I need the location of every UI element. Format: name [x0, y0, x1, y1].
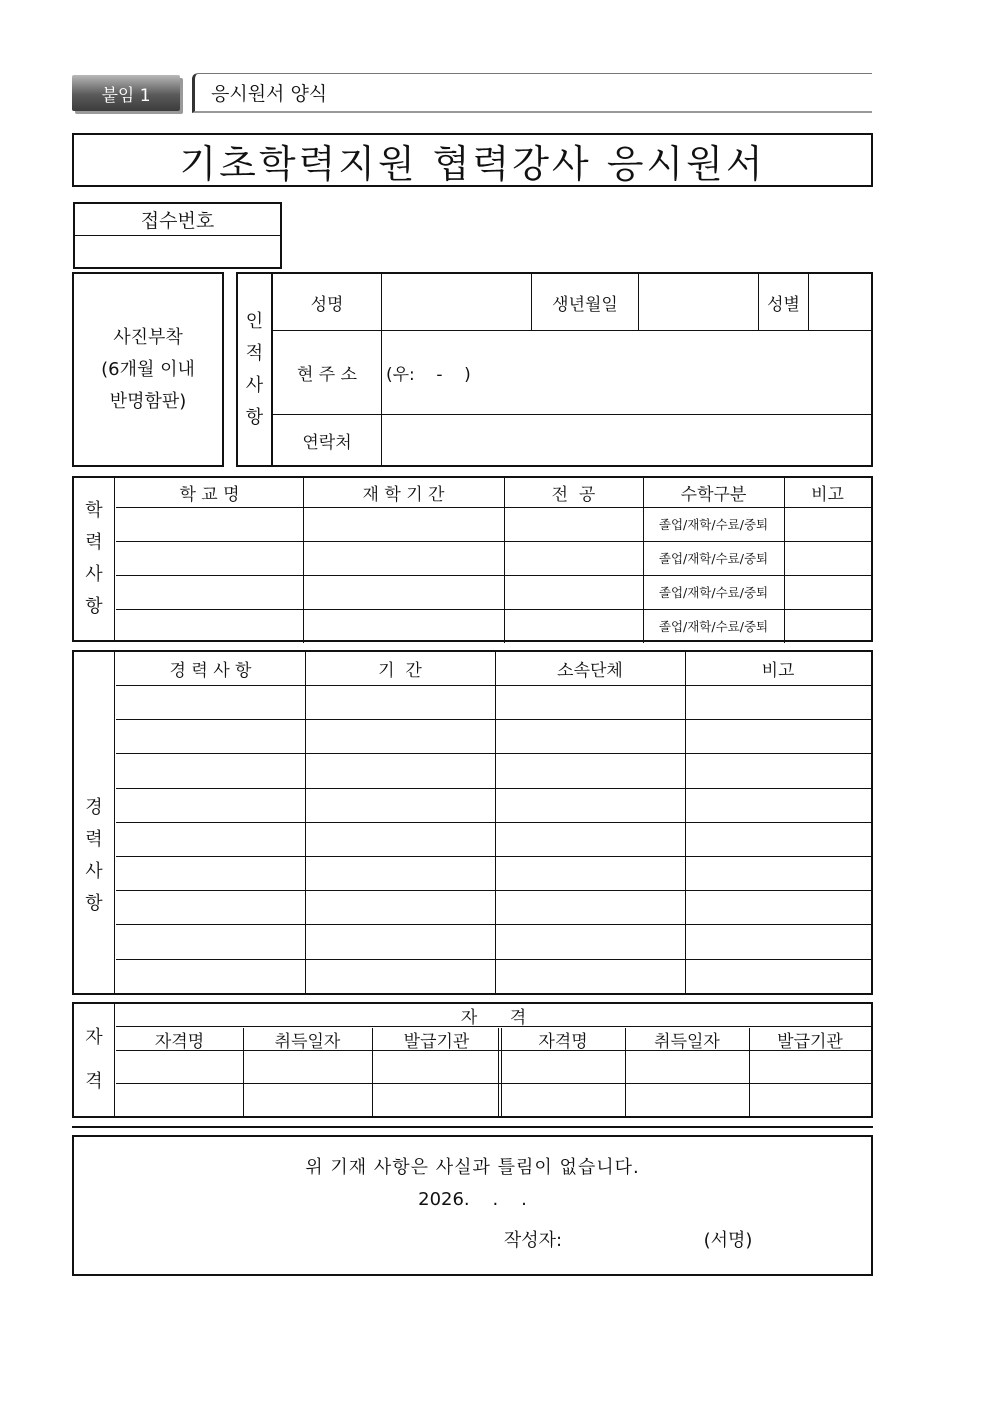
career-cell[interactable] — [305, 890, 495, 924]
career-cell[interactable] — [116, 924, 305, 958]
qualification-section-label: 자 격 — [74, 1004, 115, 1116]
qualification-cell[interactable] — [749, 1050, 871, 1083]
qualification-header: 발급기관 — [403, 1031, 470, 1052]
career-cell[interactable] — [495, 959, 685, 993]
career-header: 기 간 — [378, 661, 422, 681]
career-cell[interactable] — [495, 890, 685, 924]
photo-line-2: (6개월 이내 — [101, 358, 195, 380]
address-label: 현 주 소 — [296, 365, 358, 385]
education-cell[interactable] — [116, 575, 303, 609]
career-cell[interactable] — [685, 788, 871, 822]
education-cell[interactable] — [303, 609, 504, 643]
career-cell[interactable] — [305, 924, 495, 958]
career-cell[interactable] — [116, 685, 305, 719]
career-cell[interactable] — [685, 822, 871, 856]
qualification-cell[interactable] — [749, 1083, 871, 1116]
education-cell[interactable] — [784, 541, 871, 575]
receipt-label: 접수번호 — [75, 204, 280, 236]
education-cell[interactable] — [303, 507, 504, 541]
receipt-number-field[interactable] — [75, 236, 280, 267]
qualification-header: 발급기관 — [777, 1031, 843, 1052]
declaration-statement: 위 기재 사항은 사실과 틀림이 없습니다. — [305, 1157, 640, 1178]
career-header: 비고 — [761, 661, 795, 681]
career-cell[interactable] — [495, 856, 685, 890]
qualification-table — [72, 1002, 873, 1118]
career-cell[interactable] — [495, 685, 685, 719]
education-cell: 졸업/재학/수료/중퇴 — [658, 585, 769, 600]
contact-label: 연락처 — [302, 432, 352, 453]
qualification-header: 취득일자 — [654, 1031, 720, 1052]
qualification-cell[interactable] — [372, 1050, 501, 1083]
qualification-cell[interactable] — [116, 1050, 243, 1083]
qualification-cell[interactable] — [625, 1083, 749, 1116]
career-cell[interactable] — [685, 890, 871, 924]
education-cell[interactable] — [504, 575, 643, 609]
career-cell[interactable] — [685, 719, 871, 753]
writer-label: 작성자: — [503, 1230, 563, 1251]
gender-field[interactable] — [809, 274, 871, 330]
career-cell[interactable] — [685, 685, 871, 719]
career-header: 경 력 사 항 — [169, 661, 252, 681]
career-cell[interactable] — [685, 924, 871, 958]
photo-box[interactable] — [72, 272, 224, 467]
photo-line-3: 반명함판) — [109, 390, 187, 412]
career-cell[interactable] — [305, 788, 495, 822]
education-header: 전 공 — [551, 485, 596, 505]
qualification-cell[interactable] — [243, 1050, 372, 1083]
qualification-cell[interactable] — [243, 1083, 372, 1116]
career-header: 소속단체 — [557, 661, 623, 681]
education-cell[interactable] — [504, 507, 643, 541]
education-cell[interactable] — [784, 609, 871, 643]
qualification-header: 자격명 — [538, 1031, 588, 1052]
career-cell[interactable] — [116, 959, 305, 993]
career-cell[interactable] — [305, 685, 495, 719]
career-cell[interactable] — [305, 753, 495, 787]
career-cell[interactable] — [495, 719, 685, 753]
education-cell: 졸업/재학/수료/중퇴 — [658, 551, 769, 566]
name-field[interactable] — [382, 274, 531, 330]
education-header: 재 학 기 간 — [362, 485, 445, 505]
career-cell[interactable] — [305, 719, 495, 753]
education-header: 비고 — [811, 485, 844, 505]
career-cell[interactable] — [116, 890, 305, 924]
qualification-cell[interactable] — [501, 1083, 625, 1116]
career-section-label: 경 력 사 항 — [74, 652, 115, 993]
receipt-box — [73, 202, 282, 269]
signature-field[interactable]: (서명) — [703, 1230, 753, 1251]
career-cell[interactable] — [116, 822, 305, 856]
career-cell[interactable] — [305, 959, 495, 993]
career-cell[interactable] — [685, 959, 871, 993]
declaration-box — [72, 1135, 873, 1276]
qualification-cell[interactable] — [501, 1050, 625, 1083]
birth-label: 생년월일 — [552, 294, 618, 315]
education-cell[interactable] — [784, 507, 871, 541]
career-cell[interactable] — [116, 719, 305, 753]
education-cell: 졸업/재학/수료/중퇴 — [658, 619, 769, 634]
qualification-group-header: 자 격 — [116, 1004, 871, 1027]
education-cell: 졸업/재학/수료/중퇴 — [658, 517, 769, 532]
gender-label: 성별 — [767, 294, 800, 315]
photo-line-1: 사진부착 — [113, 326, 183, 348]
education-table — [72, 476, 873, 642]
education-cell[interactable] — [116, 609, 303, 643]
qualification-header: 자격명 — [154, 1031, 205, 1052]
career-cell[interactable] — [495, 822, 685, 856]
career-cell[interactable] — [495, 924, 685, 958]
career-cell[interactable] — [116, 788, 305, 822]
education-cell[interactable] — [303, 575, 504, 609]
page-title: 기초학력지원 협력강사 응시원서 — [72, 133, 873, 187]
education-header: 학 교 명 — [179, 485, 240, 505]
education-cell[interactable] — [116, 507, 303, 541]
career-cell[interactable] — [495, 788, 685, 822]
education-cell[interactable] — [504, 541, 643, 575]
declaration-date[interactable]: 2026. . . — [418, 1188, 527, 1210]
career-cell[interactable] — [305, 856, 495, 890]
education-cell[interactable] — [116, 541, 303, 575]
personal-section-label: 인 적 사 항 — [238, 274, 273, 465]
education-header: 수학구분 — [680, 485, 747, 505]
attachment-tag: 붙임 1 — [72, 75, 180, 111]
career-cell[interactable] — [116, 753, 305, 787]
personal-info-table — [236, 272, 873, 467]
career-cell[interactable] — [685, 856, 871, 890]
education-section-label: 학 력 사 항 — [74, 478, 115, 640]
qualification-cell[interactable] — [116, 1083, 243, 1116]
education-cell[interactable] — [784, 575, 871, 609]
address-field[interactable]: (우: - ) — [386, 365, 471, 385]
contact-field[interactable] — [382, 415, 871, 465]
career-cell[interactable] — [685, 753, 871, 787]
qualification-header: 취득일자 — [274, 1031, 341, 1052]
career-cell[interactable] — [495, 753, 685, 787]
career-cell[interactable] — [116, 856, 305, 890]
qualification-cell[interactable] — [625, 1050, 749, 1083]
education-cell[interactable] — [303, 541, 504, 575]
career-cell[interactable] — [305, 822, 495, 856]
birth-field[interactable] — [639, 274, 758, 330]
name-label: 성명 — [310, 294, 344, 315]
education-cell[interactable] — [504, 609, 643, 643]
form-label: 응시원서 양식 — [192, 73, 872, 113]
qualification-cell[interactable] — [372, 1083, 501, 1116]
career-table — [72, 650, 873, 995]
